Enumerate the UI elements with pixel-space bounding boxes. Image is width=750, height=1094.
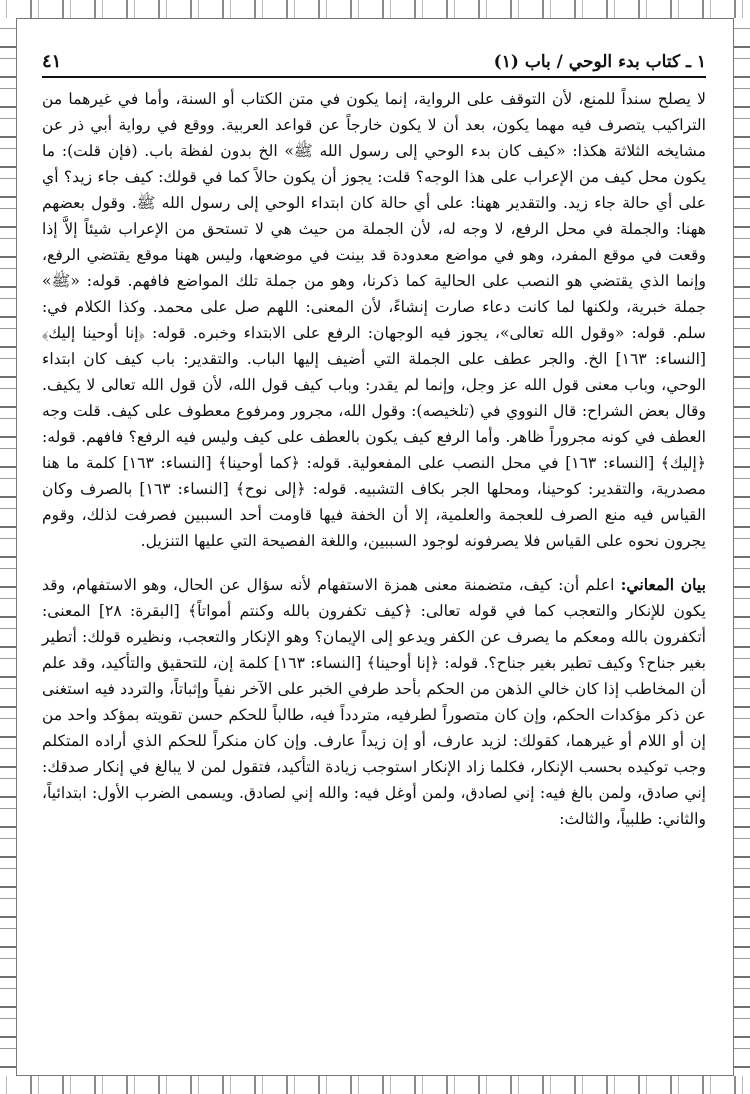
body-paragraph-1: لا يصلح سنداً للمنع، لأن التوقف على الرواية، إنما يكون في متن الكتاب أو السنة، وأما في غيرهما من التراكيب يتصرف فيه مهما يكون، بعد أن لا يكون خارجاً عن قواعد العربية. ووقع في رواية أبي ذر عن مشايخه الثلاثة هكذا: «كيف كان بدء الوحي إلى رسول الله ﷺ» الخ بدون لفظة باب. (فإن قلت): ما يكون محل كيف من الإعراب على هذا الوجه؟ قلت: يجوز أن يكون حالاً كما في قولك: كيف جاء زيد؟ أي على أي حالة جاء زيد. والتقدير ههنا: على أي حالة كان ابتداء الوحي إلى رسول الله ﷺ. وقول بعضهم ههنا: والجملة في محل الرفع، لا وجه له، لأن الجملة من حيث هي لا تستحق من الإعراب شيئاً إلاَّ إذا وقعت في موقع المفرد، وهو في مواضع معدودة قد بينت في موضعها، وليس ههنا موقع يقتضي الرفع، وإنما الذي يقتضي هو النصب على الحالية كما ذكرنا، وهو من جملة تلك المواضع فافهم. قوله: «ﷺ» جملة خبرية، ولكنها لما كانت دعاء صارت إنشاءً، لأن المعنى: اللهم صل على محمد. وكذا الكلام في: سلم. قوله: «وقول الله تعالى»، يجوز فيه الوجهان: الرفع على الابتداء وخبره. قوله: ﴿إنا أوحينا إليك﴾ [النساء: ١٦٣] الخ. والجر عطف على الجملة التي أضيف إليها الباب. والتقدير: باب كيف كان ابتداء الوحي، وباب معنى قول الله عز وجل، وإنما لم يقدر: وباب كيف قول الله، لأن قول الله تعالى لا يكيف. وقال بعض الشراح: قال النووي في (تلخيصه): وقول الله، مجرور ومرفوع معطوف على كيف. قلت وجه العطف في كونه مجروراً ظاهر. وأما الرفع كيف يكون بالعطف على كيف وليس فيه الرفع؟ فافهم. قوله: ﴿إليك﴾ [النساء: ١٦٣] في محل النصب على المفعولية. قوله: ﴿كما أوحينا﴾ [النساء: ١٦٣] كلمة ما هنا مصدرية، والتقدير: كوحينا، ومحلها الجر بكاف التشبيه. قوله: ﴿إلى نوح﴾ [النساء: ١٦٣] بالصرف وكان القياس فيه منع الصرف للعجمة والعلمية، إلا أن الخفة فيها قاومت أحد السببين فصرفت لذلك، وقوم يجرون نحوه على القياس فلا يصرفونه لوجود السببين، واللغة الفصيحة التي عليها التنزيل. xyxy=(42,90,706,550)
body-paragraph-2 xyxy=(42,572,706,832)
body-paragraph-2-text: اعلم أن: كيف، متضمنة معنى همزة الاستفهام لأنه سؤال عن الحال، وهو الاستفهام، وقد يكون للإنكار والتعجب كما في قوله تعالى: ﴿كيف تكفرون بالله وكنتم أمواتاً﴾ [البقرة: ٢٨] المعنى: أتكفرون بالله ومعكم ما يصرف عن الكفر ويدعو إلى الإيمان؟ وهو الإنكار والتعجب، ونظيره قولك: أتطير بغير جناح؟ وكيف تطير بغير جناح؟. قوله: ﴿إنا أوحينا﴾ [النساء: ١٦٣] كلمة إن، للتحقيق والتأكيد، وقد علم أن المخاطب إذا كان خالي الذهن من الحكم بأحد طرفي الخبر على الآخر نفياً وإثباتاً، والتردد فيه استغنى عن ذكر مؤكدات الحكم، وإن كان متصوراً لطرفيه، متردداً فيه، طالباً للحكم حسن تقويته بمؤكد واحد من إن أو اللام أو غيرهما، كقولك: لزيد عارف، أو إن زيداً عارف. وإن كان منكراً للحكم الذي أراده المتكلم وجب توكيده بحسب الإنكار، فكلما زاد الإنكار استوجب زيادة التأكيد، فتقول لمن لا يبالغ في إنكار صدقك: إني صادق، ولمن بالغ فيه: إني لصادق، ولمن أوغل فيه: والله إني لصادق. ويسمى الضرب الأول: ابتدائياً، والثاني: طلبياً، والثالث: xyxy=(42,576,706,828)
page-border-right xyxy=(733,18,750,1076)
page-border-bottom xyxy=(0,1075,750,1094)
section-heading: بيان المعاني: xyxy=(620,575,706,594)
running-title: ١ ـ كتاب بدء الوحي / باب (١) xyxy=(493,52,706,72)
page-border-top xyxy=(0,0,750,19)
page-number: ٤١ xyxy=(42,51,62,72)
page-border-left xyxy=(0,18,17,1076)
page-header xyxy=(42,46,706,78)
document-page xyxy=(42,46,706,1054)
